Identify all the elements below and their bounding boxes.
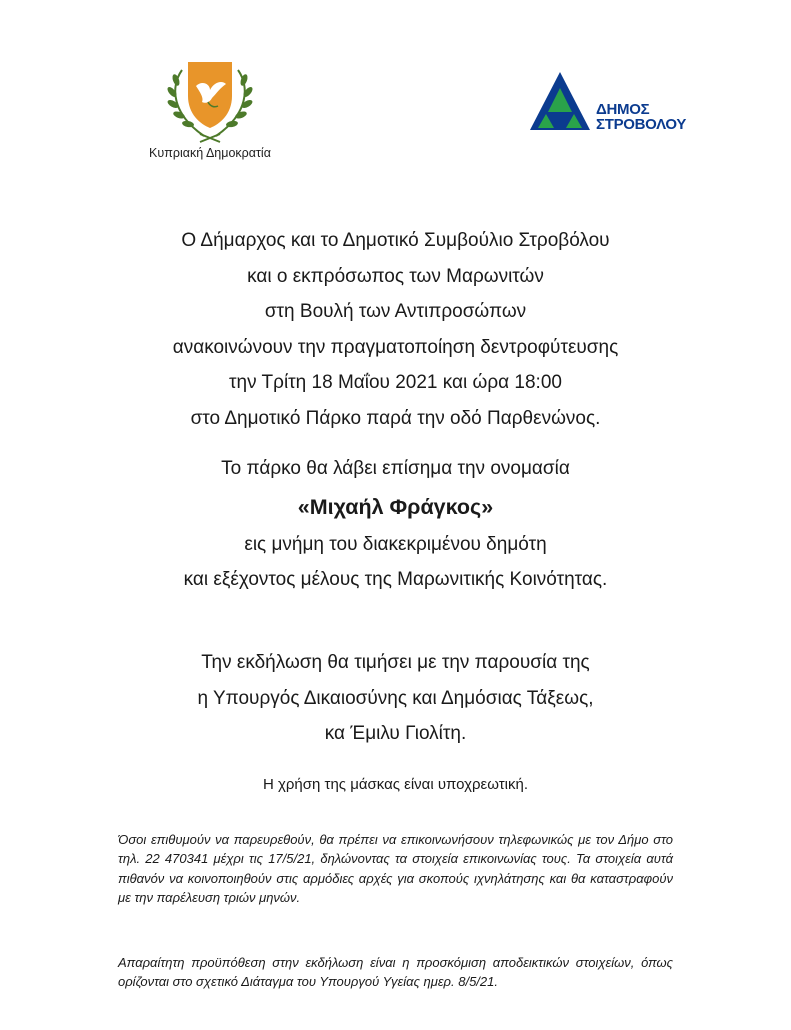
guest-line: η Υπουργός Δικαιοσύνης και Δημόσιας Τάξεως, bbox=[197, 687, 594, 709]
announcement-line: την Τρίτη 18 Μαΐου 2021 και ώρα 18:00 bbox=[229, 372, 562, 393]
announcement-line: Ο Δήμαρχος και το Δημοτικό Συμβούλιο Στροβόλου bbox=[181, 230, 610, 251]
cyprus-republic-caption: Κυπριακή Δημοκρατία bbox=[149, 146, 271, 160]
strovolos-brand-line2: ΣΤΡΟΒΟΛΟΥ bbox=[596, 116, 687, 133]
requirement-note: Απαραίτητη προϋπόθεση στην εκδήλωση είναι η προσκόμιση αποδεικτικών στοιχείων, όπως ορίζονται στο σχετικό Διάταγμα του Υπουργού Υγείας ημερ. 8/5/21. bbox=[118, 955, 673, 990]
mask-notice: Η χρήση της μάσκας είναι υποχρεωτική. bbox=[263, 776, 528, 793]
announcement-line: στη Βουλή των Αντιπροσώπων bbox=[264, 301, 527, 322]
guest-paragraph bbox=[0, 645, 791, 752]
naming-line: και εξέχοντος μέλους της Μαρωνιτικής Κοινότητας. bbox=[183, 569, 608, 590]
strovolos-municipality-logo bbox=[528, 70, 708, 140]
naming-line: εις μνήμη του διακεκριμένου δημότη bbox=[244, 533, 547, 555]
contact-note: Όσοι επιθυμούν να παρευρεθούν, θα πρέπει να επικοινωνήσουν τηλεφωνικώς με τον Δήμο στο τηλ. 22 470341 μέχρι τις 17/5/21, δηλώνοντας τα στοιχεία επικοινωνίας τους. Τα στοιχεία αυτά πιθανόν να κοινοποιηθούν στις αρμόδιες αρχές για σκοπούς ιχνηλάτησης και θα καταστραφούν με την παρέλευση τριών μηνών. bbox=[118, 832, 673, 905]
strovolos-triangle-logo-icon bbox=[528, 70, 598, 134]
strovolos-brand-line1: ΔΗΜΟΣ bbox=[596, 101, 650, 118]
guest-line: Την εκδήλωση θα τιμήσει με την παρουσία της bbox=[201, 652, 590, 673]
announcement-line: στο Δημοτικό Πάρκο παρά την οδό Παρθενώνος. bbox=[190, 407, 601, 429]
park-naming-paragraph bbox=[0, 451, 791, 598]
cyprus-coat-of-arms-icon bbox=[160, 52, 260, 144]
cyprus-republic-logo bbox=[140, 52, 280, 172]
guest-line: κα Έμιλυ Γιολίτη. bbox=[324, 723, 467, 744]
announcement-paragraph bbox=[0, 223, 791, 436]
park-name: «Μιχαήλ Φράγκος» bbox=[297, 494, 494, 519]
naming-intro: Το πάρκο θα λάβει επίσημα την ονομασία bbox=[221, 458, 570, 479]
announcement-line: ανακοινώνουν την πραγματοποίηση δεντροφύτευσης bbox=[172, 336, 619, 358]
strovolos-brand-text bbox=[596, 102, 686, 132]
announcement-line: και ο εκπρόσωπος των Μαρωνιτών bbox=[247, 265, 544, 287]
